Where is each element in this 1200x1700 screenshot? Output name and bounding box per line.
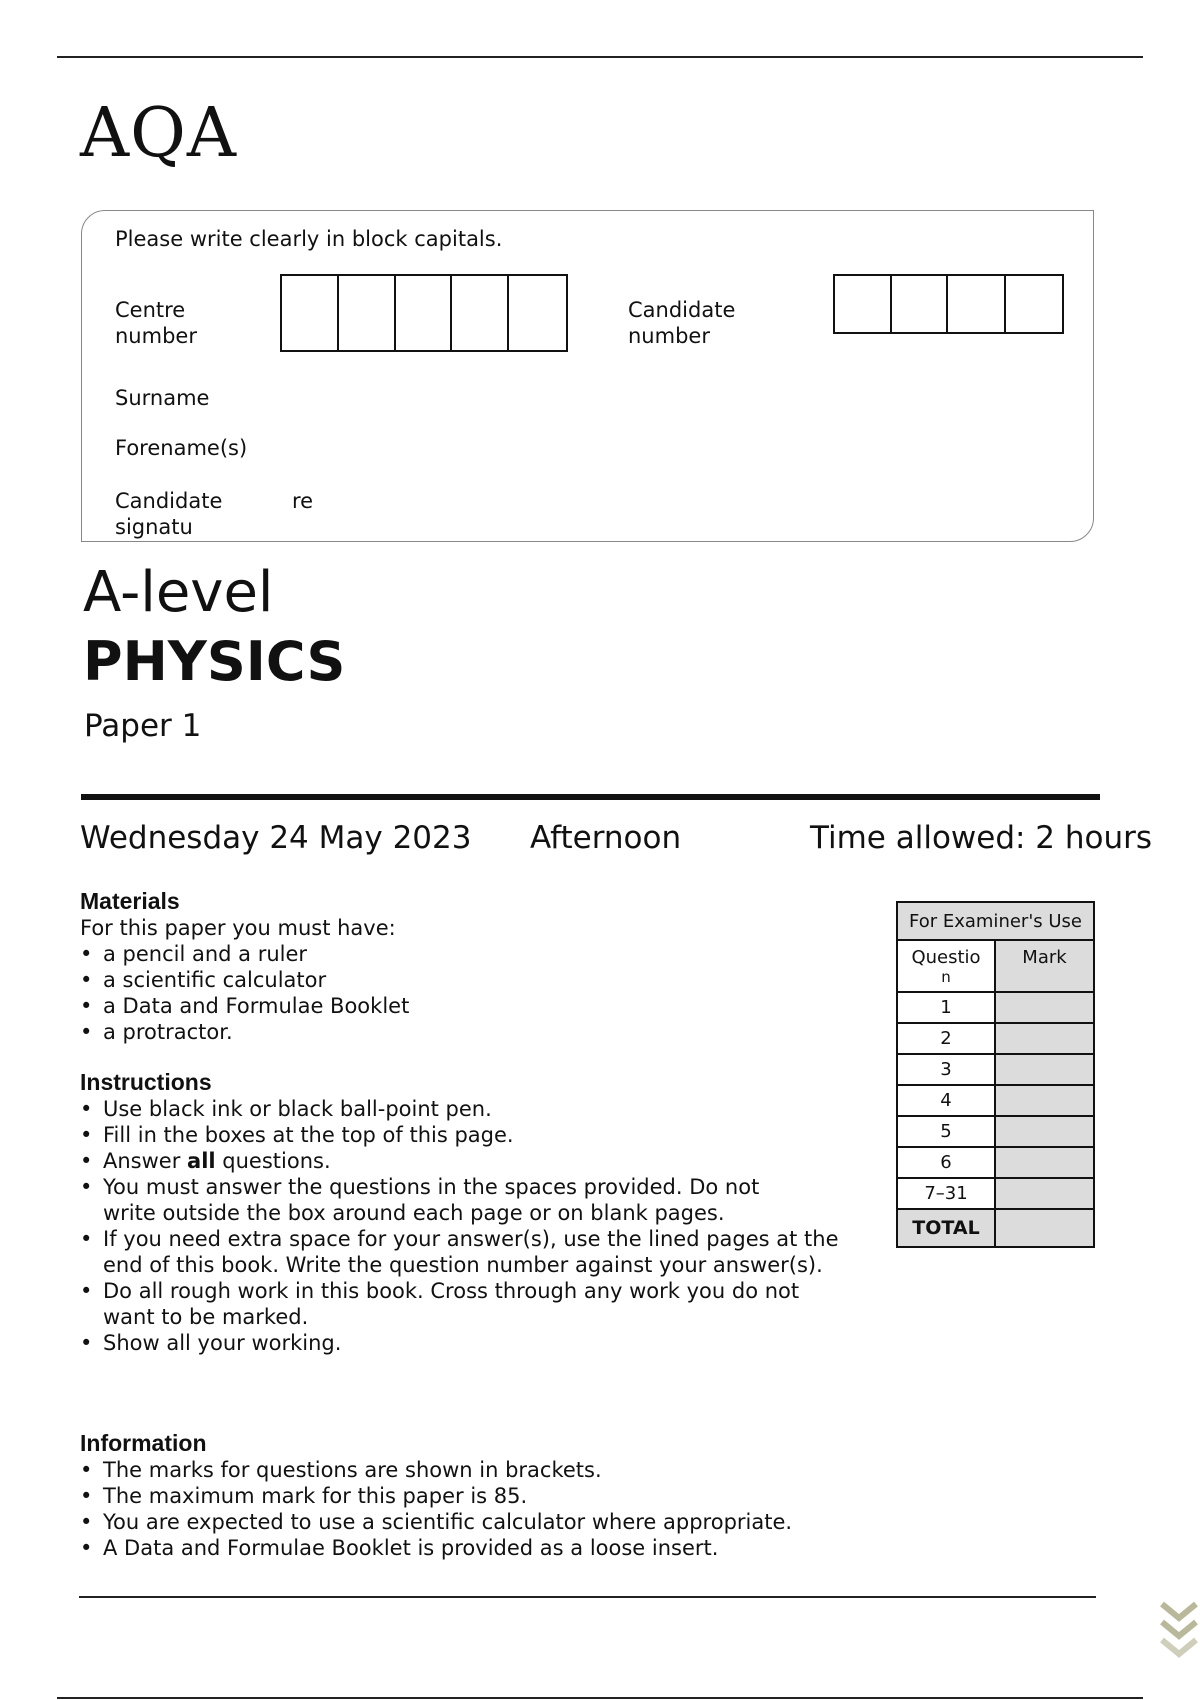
candidate-digit-box[interactable] xyxy=(1006,276,1062,332)
centre-digit-box[interactable] xyxy=(509,276,566,350)
centre-digit-box[interactable] xyxy=(396,276,452,350)
candidate-digit-box[interactable] xyxy=(835,276,892,332)
candidate-number-boxes xyxy=(833,274,1064,334)
list-item: • Answer all questions. xyxy=(80,1148,850,1174)
mark-cell[interactable] xyxy=(995,1116,1094,1147)
mark-cell[interactable] xyxy=(995,1054,1094,1085)
candidate-signature-label-tail: re xyxy=(292,489,314,513)
bottom-divider xyxy=(79,1596,1096,1598)
mark-cell[interactable] xyxy=(995,992,1094,1023)
exam-date: Wednesday 24 May 2023 xyxy=(80,820,472,856)
information-section xyxy=(80,1430,880,1561)
next-page-chevron-icon xyxy=(1158,1600,1200,1672)
block-capitals-instruction: Please write clearly in block capitals. xyxy=(115,227,503,251)
mark-cell[interactable] xyxy=(995,1023,1094,1054)
top-rule xyxy=(57,56,1143,58)
time-allowed: Time allowed: 2 hours xyxy=(810,820,1153,856)
centre-digit-box[interactable] xyxy=(282,276,339,350)
list-item: • A Data and Formulae Booklet is provided as a loose insert. xyxy=(80,1535,880,1561)
qualification-level: A-level xyxy=(83,560,274,625)
paper-number: Paper 1 xyxy=(84,708,202,744)
centre-number-boxes xyxy=(280,274,568,352)
instructions-list xyxy=(80,1096,850,1356)
table-row: 2 xyxy=(897,1023,1094,1054)
examiner-table-title: For Examiner's Use xyxy=(897,902,1094,940)
title-divider xyxy=(81,794,1100,800)
forenames-label: Forename(s) xyxy=(115,436,248,460)
list-item: • Show all your working. xyxy=(80,1330,850,1356)
candidate-signature-label: Candidate signatu xyxy=(115,489,223,539)
list-item: • a scientific calculator xyxy=(80,967,860,993)
surname-label: Surname xyxy=(115,386,210,410)
exam-session: Afternoon xyxy=(530,820,682,856)
table-row: 3 xyxy=(897,1054,1094,1085)
candidate-details-box xyxy=(81,210,1094,542)
list-item: • Do all rough work in this book. Cross through any work you do not want to be marked. xyxy=(80,1278,823,1330)
list-item: • The maximum mark for this paper is 85. xyxy=(80,1483,880,1509)
materials-section xyxy=(80,888,860,1045)
list-item: • a Data and Formulae Booklet xyxy=(80,993,860,1019)
question-column-header: Questio n xyxy=(897,940,995,992)
information-list xyxy=(80,1457,880,1561)
instructions-heading: Instructions xyxy=(80,1069,212,1095)
page-bottom-rule xyxy=(57,1697,1143,1699)
materials-list xyxy=(80,941,860,1045)
table-row: 5 xyxy=(897,1116,1094,1147)
aqa-logo: AQA xyxy=(80,94,237,173)
table-row: 7–31 xyxy=(897,1178,1094,1209)
candidate-digit-box[interactable] xyxy=(948,276,1006,332)
mark-column-header: Mark xyxy=(995,940,1094,992)
list-item: • a protractor. xyxy=(80,1019,860,1045)
instructions-section xyxy=(80,1069,850,1356)
list-item: • Fill in the boxes at the top of this page. xyxy=(80,1122,850,1148)
list-item: • The marks for questions are shown in brackets. xyxy=(80,1457,880,1483)
list-item: • If you need extra space for your answer(s), use the lined pages at the end of this book. Write the question number against your answer(s). xyxy=(80,1226,850,1278)
list-item: • You are expected to use a scientific calculator where appropriate. xyxy=(80,1509,880,1535)
examiner-use-table xyxy=(896,901,1095,1248)
list-item: • You must answer the questions in the spaces provided. Do not write outside the box around each page or on blank pages. xyxy=(80,1174,768,1226)
subject-title: PHYSICS xyxy=(83,630,346,693)
mark-cell[interactable] xyxy=(995,1178,1094,1209)
list-item: • Use black ink or black ball-point pen. xyxy=(80,1096,850,1122)
centre-digit-box[interactable] xyxy=(339,276,396,350)
mark-cell[interactable] xyxy=(995,1147,1094,1178)
mark-cell[interactable] xyxy=(995,1085,1094,1116)
table-row: 4 xyxy=(897,1085,1094,1116)
materials-intro: For this paper you must have: xyxy=(80,916,396,940)
table-row: 1 xyxy=(897,992,1094,1023)
centre-digit-box[interactable] xyxy=(452,276,509,350)
list-item: • a pencil and a ruler xyxy=(80,941,860,967)
table-row: 6 xyxy=(897,1147,1094,1178)
candidate-number-label: Candidate number xyxy=(628,298,736,348)
candidate-digit-box[interactable] xyxy=(892,276,949,332)
total-row xyxy=(897,1209,1094,1247)
information-heading: Information xyxy=(80,1430,207,1456)
total-label: TOTAL xyxy=(897,1209,995,1247)
centre-number-label: Centre number xyxy=(115,298,197,348)
materials-heading: Materials xyxy=(80,888,180,914)
total-mark-cell[interactable] xyxy=(995,1209,1094,1247)
